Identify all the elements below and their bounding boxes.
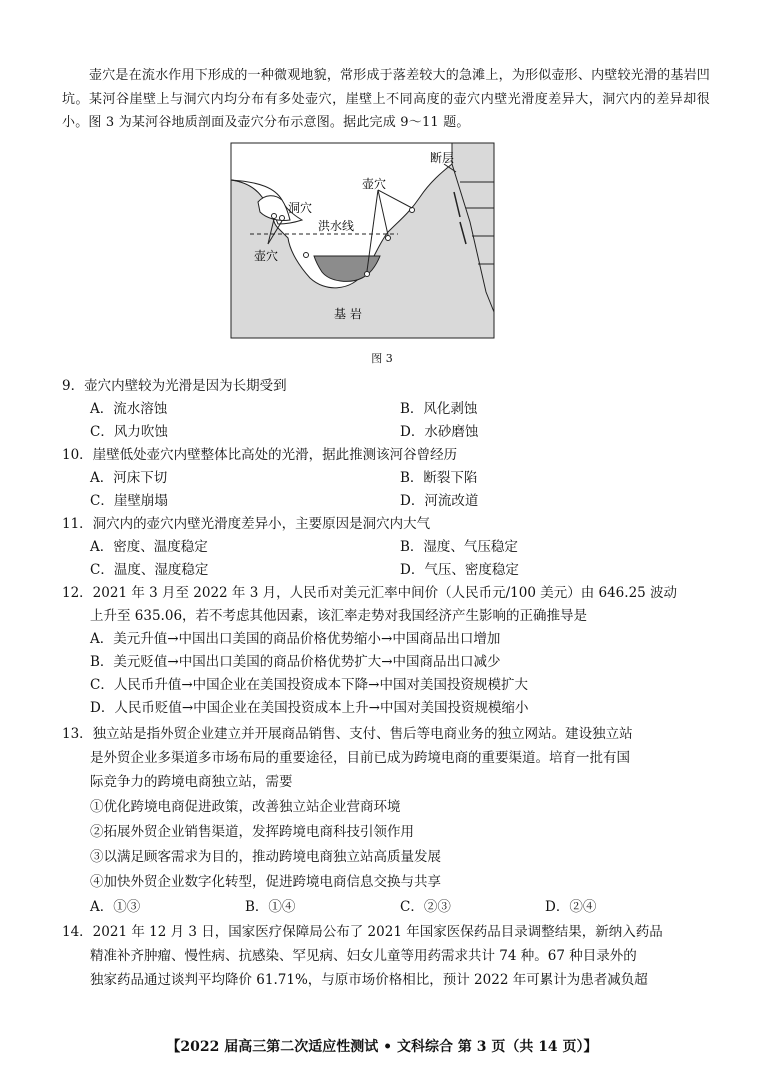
label-cave: 洞穴	[288, 201, 313, 215]
q14-stem-line3: 独家药品通过谈判平均降价 61.71%，与原市场价格相比，预计 2022 年可累计为患者减负超	[90, 972, 648, 988]
q13-stem-line3: 际竞争力的跨境电商独立站，需要	[90, 774, 293, 790]
q11-option-b: B．湿度、气压稳定	[400, 539, 518, 555]
q9-option-c: C．风力吹蚀	[90, 424, 168, 440]
q13-stem-line1: 13．独立站是指外贸企业建立并开展商品销售、支付、售后等电商业务的独立网站。建设独立站	[62, 726, 633, 742]
q10-option-c: C．崖壁崩塌	[90, 493, 168, 509]
q10-option-d: D．河流改道	[400, 493, 479, 509]
intro-paragraph: 壶穴是在流水作用下形成的一种微观地貌，常形成于落差较大的急滩上，为形似壶形、内壁较光滑的基岩凹坑。某河谷崖壁上与洞穴内均分布有多处壶穴，崖壁上不同高度的壶穴内壁光滑度差异大，洞穴内的差异却很小。图 3 为某河谷地质剖面及壶穴分布示意图。据此完成 9～11 题。	[62, 68, 710, 130]
label-bedrock: 基 岩	[334, 307, 362, 321]
figure-caption: 图 3	[371, 352, 393, 365]
q13-option-c: C．②③	[400, 899, 451, 915]
q12-stem-line1: 12．2021 年 3 月至 2022 年 3 月，人民币对美元汇率中间价（人民币元/100 美元）由 646.25 波动	[62, 585, 678, 601]
label-fault: 断层	[430, 151, 455, 165]
label-pothole-top: 壶穴	[362, 177, 387, 191]
q13-statement-2: ②拓展外贸企业销售渠道，发挥跨境电商科技引领作用	[90, 824, 414, 840]
q13-statement-3: ③以满足顾客需求为目的，推动跨境电商独立站高质量发展	[90, 849, 441, 865]
q11-option-d: D．气压、密度稳定	[400, 562, 519, 578]
q13-option-b: B．①④	[245, 899, 296, 915]
q9-option-d: D．水砂磨蚀	[400, 424, 479, 440]
q12-option-a: A．美元升值→中国出口美国的商品价格优势缩小→中国商品出口增加	[90, 631, 501, 647]
q10-stem: 10．崖壁低处壶穴内壁整体比高处的光滑，据此推测该河谷曾经历	[62, 447, 458, 463]
q14-stem-line1: 14．2021 年 12 月 3 日，国家医疗保障局公布了 2021 年国家医保药品目录调整结果，新纳入药品	[62, 924, 663, 940]
q11-option-a: A．密度、温度稳定	[90, 539, 208, 555]
figure-3	[230, 142, 496, 344]
q13-statement-4: ④加快外贸企业数字化转型，促进跨境电商信息交换与共享	[90, 874, 441, 890]
q9-option-a: A．流水溶蚀	[90, 401, 168, 417]
page-footer: 【2022 届高三第二次适应性测试 • 文科综合 第 3 页（共 14 页）】	[166, 1039, 598, 1055]
q12-option-c: C．人民币升值→中国企业在美国投资成本下降→中国对美国投资规模扩大	[90, 677, 528, 693]
q10-option-b: B．断裂下陷	[400, 470, 478, 486]
q12-stem-line2: 上升至 635.06，若不考虑其他因素，该汇率走势对我国经济产生影响的正确推导是	[90, 608, 588, 624]
q9-option-b: B．风化剥蚀	[400, 401, 478, 417]
label-pothole-left: 壶穴	[254, 249, 279, 263]
q9-stem: 9．壶穴内壁较为光滑是因为长期受到	[62, 378, 287, 394]
q13-option-a: A．①③	[90, 899, 141, 915]
label-flood-line: 洪水线	[318, 219, 355, 233]
q12-option-d: D．人民币贬值→中国企业在美国投资成本上升→中国对美国投资规模缩小	[90, 700, 529, 716]
q10-option-a: A．河床下切	[90, 470, 168, 486]
q12-option-b: B．美元贬值→中国出口美国的商品价格优势扩大→中国商品出口减少	[90, 654, 501, 670]
q11-option-c: C．温度、湿度稳定	[90, 562, 209, 578]
q13-option-d: D．②④	[545, 899, 597, 915]
river-valley-profile	[230, 142, 496, 340]
q13-statement-1: ①优化跨境电商促进政策，改善独立站企业营商环境	[90, 799, 401, 815]
q14-stem-line2: 精准补齐肿瘤、慢性病、抗感染、罕见病、妇女儿童等用药需求共计 74 种。67 种目录外的	[90, 948, 637, 964]
q11-stem: 11．洞穴内的壶穴内壁光滑度差异小，主要原因是洞穴内大气	[62, 516, 431, 532]
q13-stem-line2: 是外贸企业多渠道多市场布局的重要途径，目前已成为跨境电商的重要渠道。培育一批有国	[90, 750, 630, 766]
